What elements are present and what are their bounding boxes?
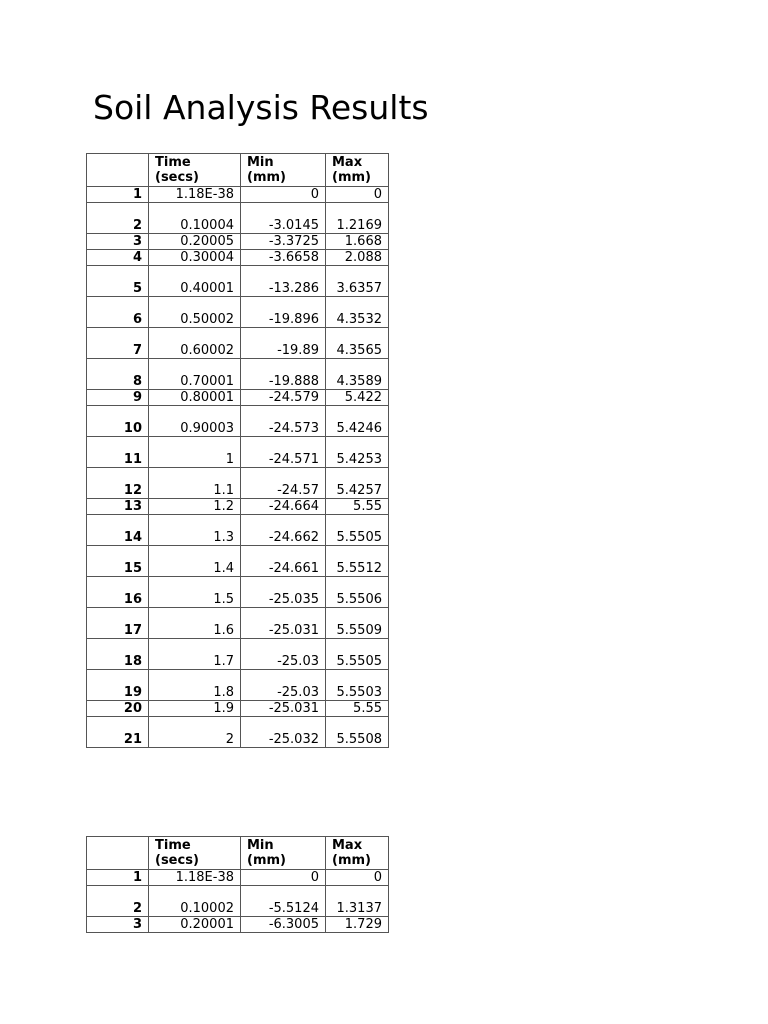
max-cell: 5.5509	[326, 608, 389, 639]
results-table-2	[86, 836, 389, 933]
max-cell: 5.5508	[326, 717, 389, 748]
row-index: 3	[87, 917, 149, 933]
row-index: 5	[87, 266, 149, 297]
table-row	[87, 670, 389, 701]
header-max: Max (mm)	[326, 837, 389, 870]
min-cell: -6.3005	[241, 917, 326, 933]
row-index: 8	[87, 359, 149, 390]
max-cell: 5.55	[326, 499, 389, 515]
min-cell: -13.286	[241, 266, 326, 297]
min-cell: -3.0145	[241, 203, 326, 234]
row-index: 1	[87, 870, 149, 886]
table-row	[87, 499, 389, 515]
row-index: 17	[87, 608, 149, 639]
page-title: Soil Analysis Results	[93, 88, 429, 127]
table-row	[87, 717, 389, 748]
min-cell: -24.57	[241, 468, 326, 499]
time-cell: 0.20001	[149, 917, 241, 933]
table-row	[87, 266, 389, 297]
table-row	[87, 886, 389, 917]
time-cell: 1.18E-38	[149, 870, 241, 886]
row-index: 9	[87, 390, 149, 406]
max-cell: 0	[326, 187, 389, 203]
min-cell: -25.031	[241, 701, 326, 717]
min-cell: -25.035	[241, 577, 326, 608]
table-row	[87, 406, 389, 437]
time-cell: 0.90003	[149, 406, 241, 437]
max-cell: 5.422	[326, 390, 389, 406]
min-cell: -25.032	[241, 717, 326, 748]
time-cell: 1.1	[149, 468, 241, 499]
time-cell: 0.50002	[149, 297, 241, 328]
table-row	[87, 437, 389, 468]
time-cell: 0.10004	[149, 203, 241, 234]
max-cell: 1.668	[326, 234, 389, 250]
max-cell: 5.4257	[326, 468, 389, 499]
row-index: 14	[87, 515, 149, 546]
min-cell: -19.888	[241, 359, 326, 390]
header-min: Min (mm)	[241, 837, 326, 870]
max-cell: 5.5505	[326, 515, 389, 546]
table-row	[87, 608, 389, 639]
min-cell: -24.573	[241, 406, 326, 437]
header-time: Time (secs)	[149, 154, 241, 187]
time-cell: 2	[149, 717, 241, 748]
row-index: 1	[87, 187, 149, 203]
time-cell: 1.8	[149, 670, 241, 701]
row-index: 6	[87, 297, 149, 328]
table-row	[87, 359, 389, 390]
min-cell: -24.662	[241, 515, 326, 546]
min-cell: -5.5124	[241, 886, 326, 917]
min-cell: -24.661	[241, 546, 326, 577]
max-cell: 4.3565	[326, 328, 389, 359]
time-cell: 1.3	[149, 515, 241, 546]
min-cell: -3.3725	[241, 234, 326, 250]
min-cell: 0	[241, 187, 326, 203]
min-cell: -25.03	[241, 670, 326, 701]
table-body	[87, 187, 389, 748]
time-cell: 1.4	[149, 546, 241, 577]
table-row	[87, 546, 389, 577]
time-cell: 0.40001	[149, 266, 241, 297]
header-row	[87, 837, 389, 870]
max-cell: 5.5506	[326, 577, 389, 608]
table-row	[87, 187, 389, 203]
time-cell: 1.9	[149, 701, 241, 717]
min-cell: -25.03	[241, 639, 326, 670]
max-cell: 5.4253	[326, 437, 389, 468]
time-cell: 1.7	[149, 639, 241, 670]
row-index: 3	[87, 234, 149, 250]
table-row	[87, 203, 389, 234]
max-cell: 5.55	[326, 701, 389, 717]
table-row	[87, 234, 389, 250]
max-cell: 1.729	[326, 917, 389, 933]
min-cell: -19.896	[241, 297, 326, 328]
row-index: 20	[87, 701, 149, 717]
time-cell: 0.10002	[149, 886, 241, 917]
min-cell: -25.031	[241, 608, 326, 639]
row-index: 21	[87, 717, 149, 748]
row-index: 4	[87, 250, 149, 266]
table-row	[87, 390, 389, 406]
table-row	[87, 917, 389, 933]
header-max: Max (mm)	[326, 154, 389, 187]
header-index	[87, 154, 149, 187]
row-index: 16	[87, 577, 149, 608]
row-index: 10	[87, 406, 149, 437]
table-row	[87, 577, 389, 608]
max-cell: 1.2169	[326, 203, 389, 234]
min-cell: 0	[241, 870, 326, 886]
table-row	[87, 250, 389, 266]
header-min: Min (mm)	[241, 154, 326, 187]
row-index: 2	[87, 886, 149, 917]
header-index	[87, 837, 149, 870]
time-cell: 1	[149, 437, 241, 468]
min-cell: -24.579	[241, 390, 326, 406]
time-cell: 0.30004	[149, 250, 241, 266]
min-cell: -24.664	[241, 499, 326, 515]
max-cell: 3.6357	[326, 266, 389, 297]
min-cell: -19.89	[241, 328, 326, 359]
min-cell: -24.571	[241, 437, 326, 468]
time-cell: 0.70001	[149, 359, 241, 390]
row-index: 11	[87, 437, 149, 468]
max-cell: 0	[326, 870, 389, 886]
max-cell: 2.088	[326, 250, 389, 266]
table-row	[87, 515, 389, 546]
table-row	[87, 297, 389, 328]
max-cell: 5.5505	[326, 639, 389, 670]
row-index: 13	[87, 499, 149, 515]
max-cell: 5.4246	[326, 406, 389, 437]
table-row	[87, 701, 389, 717]
results-table-1	[86, 153, 389, 748]
row-index: 19	[87, 670, 149, 701]
time-cell: 0.80001	[149, 390, 241, 406]
max-cell: 1.3137	[326, 886, 389, 917]
max-cell: 4.3589	[326, 359, 389, 390]
time-cell: 1.18E-38	[149, 187, 241, 203]
max-cell: 4.3532	[326, 297, 389, 328]
table-row	[87, 639, 389, 670]
max-cell: 5.5503	[326, 670, 389, 701]
row-index: 18	[87, 639, 149, 670]
time-cell: 0.60002	[149, 328, 241, 359]
time-cell: 1.6	[149, 608, 241, 639]
time-cell: 0.20005	[149, 234, 241, 250]
row-index: 7	[87, 328, 149, 359]
min-cell: -3.6658	[241, 250, 326, 266]
header-time: Time (secs)	[149, 837, 241, 870]
row-index: 2	[87, 203, 149, 234]
max-cell: 5.5512	[326, 546, 389, 577]
time-cell: 1.2	[149, 499, 241, 515]
table-row	[87, 870, 389, 886]
time-cell: 1.5	[149, 577, 241, 608]
table-row	[87, 468, 389, 499]
row-index: 15	[87, 546, 149, 577]
table-body	[87, 870, 389, 933]
row-index: 12	[87, 468, 149, 499]
table-row	[87, 328, 389, 359]
header-row	[87, 154, 389, 187]
